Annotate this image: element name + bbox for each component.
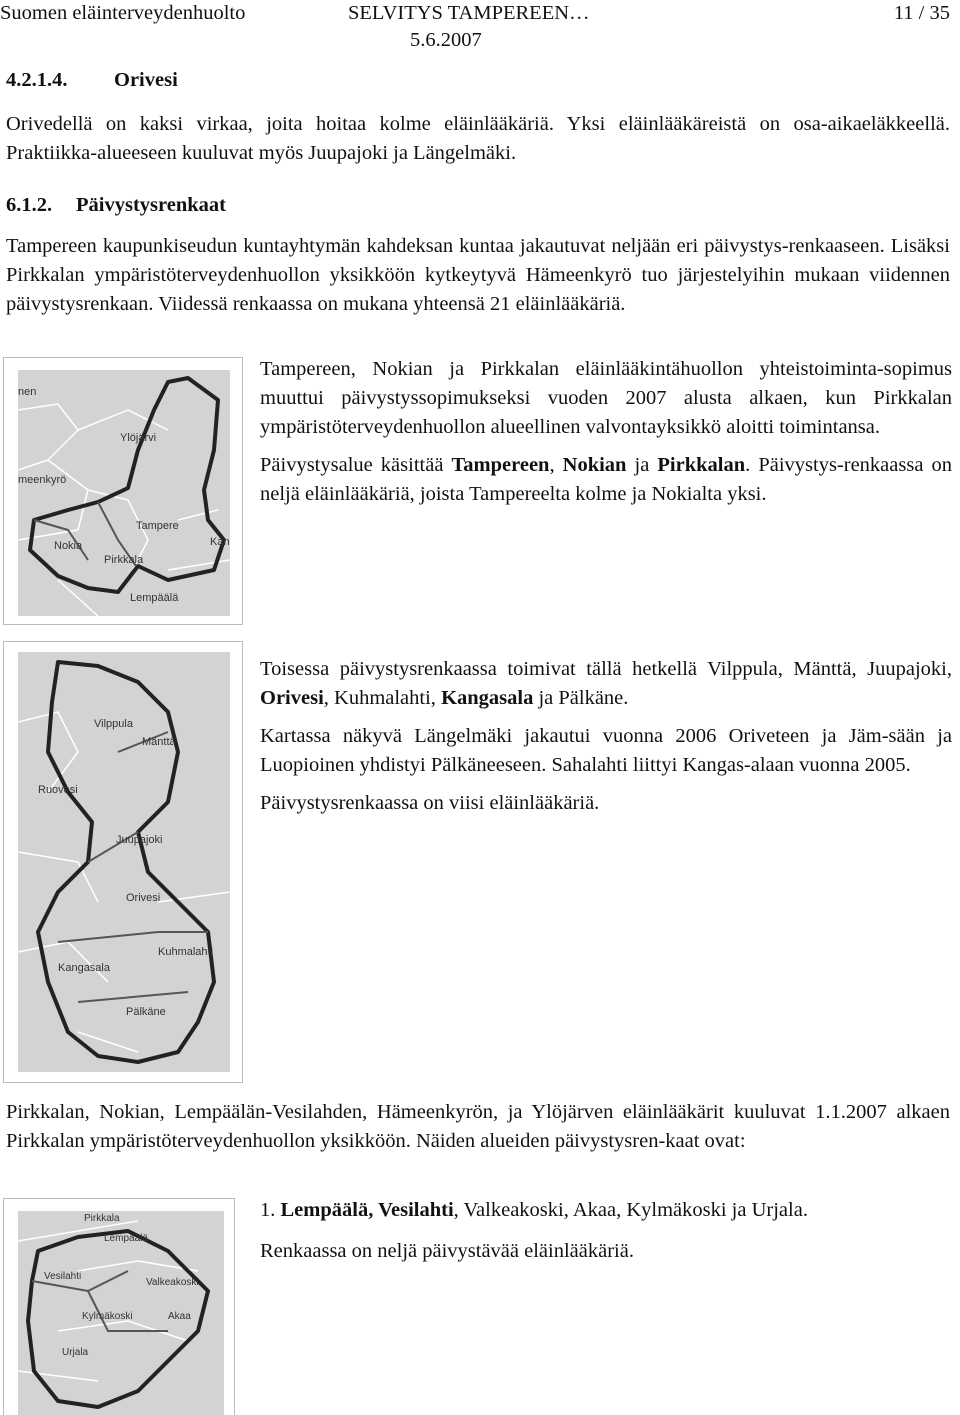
map-label: meenkyrö bbox=[18, 474, 67, 486]
ring-3-paragraph-2: Renkaassa on neljä päivystävää eläinlääkäriä. bbox=[260, 1240, 634, 1262]
map-label: Vesilahti bbox=[44, 1271, 82, 1282]
map-label: Ruovesi bbox=[38, 784, 78, 796]
ring-3-text bbox=[260, 1196, 952, 1275]
map-ring-2-frame bbox=[3, 641, 243, 1083]
map-ring-3-frame bbox=[3, 1198, 235, 1415]
map-label: Lempäälä bbox=[130, 592, 179, 604]
section-title: Päivystysrenkaat bbox=[76, 194, 226, 216]
section-number: 6.1.2. bbox=[6, 194, 53, 216]
map-label: Akaa bbox=[168, 1311, 191, 1322]
section-title: Orivesi bbox=[114, 69, 178, 91]
map-label: Valkeakoski bbox=[146, 1277, 199, 1288]
map-label: Pirkkala bbox=[84, 1213, 120, 1224]
ring-2-paragraph-3: Päivystysrenkaassa on viisi eläinlääkäriä. bbox=[260, 792, 600, 814]
map-label: Tampere bbox=[136, 520, 179, 532]
map-label: Lempäälä bbox=[104, 1233, 148, 1244]
map-label: Kan bbox=[210, 536, 230, 548]
map-label: Urjala bbox=[62, 1347, 89, 1358]
map-label: Vilppula bbox=[94, 718, 133, 730]
map-label: Kangasala bbox=[58, 962, 110, 974]
map-label: Pirkkala bbox=[104, 554, 144, 566]
map-label: Pälkäne bbox=[126, 1006, 166, 1018]
header-page: 11 / 35 bbox=[893, 2, 950, 24]
ring-2-text bbox=[260, 655, 952, 827]
map-ring-3 bbox=[18, 1211, 224, 1415]
map-label: Nokia bbox=[54, 540, 83, 552]
paivystysrenkaat-intro: Tampereen kaupunkiseudun kuntayhtymän kahdeksan kuntaa jakautuvat neljään eri päivystys-renkaaseen. Lisäksi Pirkkalan ympäristöterveydenhuollon yksikköön kytkeytyvä Hämeenkyrö tuo järjestelyihin mukaan viidennen päivystysrenkaan. Viidessä renkaassa on mukana yhteensä 21 eläinlääkäriä. bbox=[6, 235, 950, 315]
map-label: nen bbox=[18, 386, 37, 398]
map-label: Kylmäkoski bbox=[82, 1311, 133, 1322]
map-label: Orivesi bbox=[126, 892, 161, 904]
header-center: SELVITYS TAMPEREEN… bbox=[348, 2, 590, 24]
pirkkala-unit-paragraph: Pirkkalan, Nokian, Lempäälän-Vesilahden, Hämeenkyrön, ja Ylöjärven eläinlääkärit kuuluvat 1.1.2007 alkaen Pirkkalan ympäristöterveydenhuollon yksikköön. Näiden alueiden päivystysren-kaat ovat: bbox=[6, 1101, 950, 1152]
header-date: 5.6.2007 bbox=[410, 29, 482, 51]
ring-1-paragraph-2: Päivystysalue käsittää Tampereen, Nokian ja Pirkkalan. Päivystys-renkaassa on neljä eläinlääkäriä, joista Tampereelta kolme ja Nokialta yksi. bbox=[260, 454, 952, 505]
map-label: Mänttä bbox=[142, 736, 176, 748]
ring-2-paragraph-1: Toisessa päivystysrenkaassa toimivat tällä hetkellä Vilppula, Mänttä, Juupajoki, Orivesi, Kuhmalahti, Kangasala ja Pälkäne. bbox=[260, 658, 952, 709]
ring-3-paragraph-1: 1. Lempäälä, Vesilahti, Valkeakoski, Akaa, Kylmäkoski ja Urjala. bbox=[260, 1199, 808, 1221]
map-label: Ylöjärvi bbox=[120, 432, 157, 444]
map-label: Juupajoki bbox=[116, 834, 163, 846]
ring-2-paragraph-2: Kartassa näkyvä Längelmäki jakautui vuonna 2006 Oriveteen ja Jäm-sään ja Luopioinen yhdistyi Pälkäneeseen. Sahalahti liittyi Kangas-alaan vuonna 2005. bbox=[260, 725, 952, 776]
map-ring-1 bbox=[18, 370, 230, 616]
ring-1-paragraph-1: Tampereen, Nokian ja Pirkkalan eläinlääkintähuollon yhteistoiminta-sopimus muuttui päivystyssopimukseksi vuoden 2007 alusta alkaen, kun Pirkkalan ympäristöterveydenhuollon alueellinen valvontayksikkö aloitti toimintansa. bbox=[260, 358, 952, 438]
map-ring-1-frame bbox=[3, 357, 243, 625]
map-ring-2 bbox=[18, 652, 230, 1072]
orivesi-paragraph: Orivedellä on kaksi virkaa, joita hoitaa kolme eläinlääkäriä. Yksi eläinlääkäreistä on osa-aikaeläkkeellä. Praktiikka-alueeseen kuuluvat myös Juupajoki ja Längelmäki. bbox=[6, 113, 950, 164]
section-number: 4.2.1.4. bbox=[6, 69, 68, 91]
ring-1-text bbox=[260, 355, 952, 518]
map-label: Kuhmalahti bbox=[158, 946, 214, 958]
header-left: Suomen eläinterveydenhuolto bbox=[0, 2, 246, 24]
